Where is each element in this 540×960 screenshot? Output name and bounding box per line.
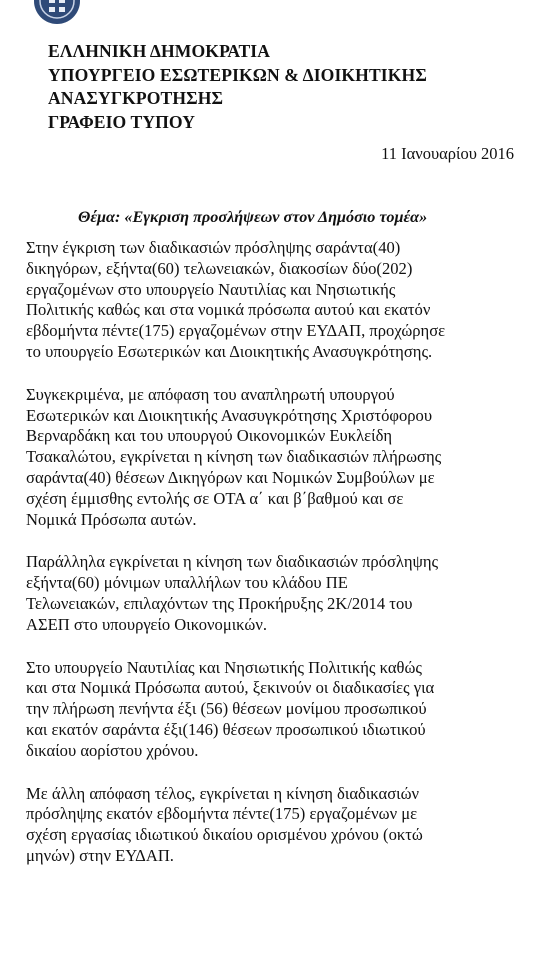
body-paragraph xyxy=(26,784,522,867)
document-body xyxy=(26,238,522,889)
text-line: εργαζομένων στο υπουργείο Ναυτιλίας και Νησιωτικής xyxy=(26,279,396,299)
text-line: Παράλληλα εγκρίνεται η κίνηση των διαδικασιών πρόσληψης xyxy=(26,552,439,572)
text-line: σχέση έμμισθης εντολής σε ΟΤΑ α΄ και β΄βαθμού και σε xyxy=(26,488,404,508)
body-paragraph xyxy=(26,552,522,635)
text-line: Νομικά Πρόσωπα αυτών. xyxy=(26,509,197,529)
header-line-country: ΕΛΛΗΝΙΚΗ ΔΗΜΟΚΡΑΤΙΑ xyxy=(48,41,271,61)
header-line-ministry-cont: ΑΝΑΣΥΓΚΡΟΤΗΣΗΣ xyxy=(48,88,224,108)
ministry-header xyxy=(48,40,427,134)
text-line: Εσωτερικών και Διοικητικής Ανασυγκρότησης Χριστόφορου xyxy=(26,405,433,425)
text-line: Βερναρδάκη και του υπουργού Οικονομικών Ευκλείδη xyxy=(26,426,393,446)
text-line: το υπουργείο Εσωτερικών και Διοικητικής Ανασυγκρότησης. xyxy=(26,341,433,361)
text-line: σαράντα(40) θέσεων Δικηγόρων και Νομικών Συμβούλων με xyxy=(26,467,435,487)
text-line: Στην έγκριση των διαδικασιών πρόσληψης σαράντα(40) xyxy=(26,238,401,257)
text-line: δικηγόρων, εξήντα(60) τελωνειακών, διακοσίων δύο(202) xyxy=(26,258,413,278)
greek-coat-of-arms-icon xyxy=(34,0,80,24)
text-line: και στα Νομικά Πρόσωπα αυτού, ξεκινούν οι διαδικασίες για xyxy=(26,678,435,698)
document-date: 11 Ιανουαρίου 2016 xyxy=(381,144,514,163)
text-line: και εκατόν σαράντα έξι(146) θέσεων προσωπικού ιδιωτικού xyxy=(26,719,426,739)
body-paragraph xyxy=(26,385,522,531)
text-line: δικαίου αορίστου χρόνου. xyxy=(26,740,199,760)
text-line: μηνών) στην ΕΥΔΑΠ. xyxy=(26,845,174,865)
text-line: την πλήρωση πενήντα έξι (56) θέσεων μονίμου προσωπικού xyxy=(26,699,427,719)
emblem-graphic xyxy=(34,0,80,24)
text-line: σχέση εργασίας ιδιωτικού δικαίου ορισμένου χρόνου (οκτώ xyxy=(26,825,423,845)
text-line: Τσακαλώτου, εγκρίνεται η κίνηση των διαδικασιών πλήρωσης xyxy=(26,447,442,467)
header-line-ministry: ΥΠΟΥΡΓΕΙΟ ΕΣΩΤΕΡΙΚΩΝ & ΔΙΟΙΚΗΤΙΚΗΣ xyxy=(48,64,427,85)
body-paragraph xyxy=(26,238,522,363)
header-line-press-office: ΓΡΑΦΕΙΟ ΤΥΠΟΥ xyxy=(48,111,196,132)
document-subject: Θέμα: «Εγκριση προσλήψεων στον Δημόσιο τομέα» xyxy=(78,208,428,226)
body-paragraph xyxy=(26,658,522,762)
text-line: εβδομήντα πέντε(175) εργαζομένων στην ΕΥΔΑΠ, προχώρησε xyxy=(26,321,446,341)
text-line: Στο υπουργείο Ναυτιλίας και Νησιωτικής Πολιτικής καθώς xyxy=(26,657,422,677)
text-line: Πολιτικής καθώς και στα νομικά πρόσωπα αυτού και εκατόν xyxy=(26,300,431,320)
text-line: Με άλλη απόφαση τέλος, εγκρίνεται η κίνηση διαδικασιών xyxy=(26,783,420,803)
text-line: Τελωνειακών, επιλαχόντων της Προκήρυξης 2Κ/2014 του xyxy=(26,593,413,613)
text-line: εξήντα(60) μόνιμων υπαλλήλων του κλάδου ΠΕ xyxy=(26,573,348,593)
text-line: Συγκεκριμένα, με απόφαση του αναπληρωτή υπουργού xyxy=(26,384,395,404)
text-line: ΑΣΕΠ στο υπουργείο Οικονομικών. xyxy=(26,614,267,634)
text-line: πρόσληψης εκατόν εβδομήντα πέντε(175) εργαζομένων με xyxy=(26,804,418,824)
